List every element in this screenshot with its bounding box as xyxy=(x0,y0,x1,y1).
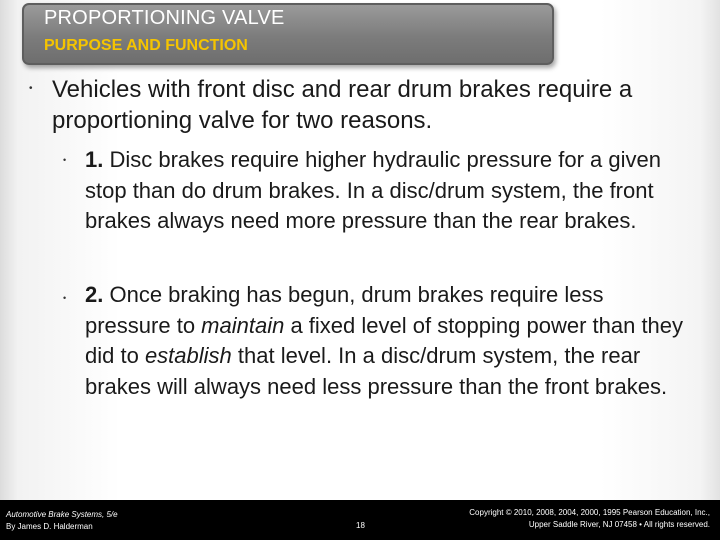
reason-1 xyxy=(85,145,695,237)
reason-2-emphasis-maintain: maintain xyxy=(201,312,285,338)
copyright-line: Copyright © 2010, 2008, 2004, 2000, 1995 Pearson Education, Inc., xyxy=(469,508,710,517)
footer-author: By James D. Halderman xyxy=(6,522,93,531)
slide-subtitle: PURPOSE AND FUNCTION xyxy=(44,37,248,54)
reason-2-text-c: that level. In a disc/drum system, the rear brakes will always need less pressure than the front brakes. xyxy=(85,343,668,399)
publisher-address: Upper Saddle River, NJ 07458 • All rights reserved. xyxy=(528,520,710,529)
reason-1-text: Disc brakes require higher hydraulic pressure for a given stop than do drum brakes. In a disc/drum system, the front brakes always need more pressure than the rear brakes. xyxy=(85,147,661,233)
footer-book-info xyxy=(6,509,118,533)
reason-2-number: 2. xyxy=(85,282,104,307)
reason-2-text-b: a fixed level of stopping power than they did to xyxy=(85,312,684,368)
reason-1-number: 1. xyxy=(85,147,104,172)
reason-2 xyxy=(85,280,695,402)
footer-bar xyxy=(0,500,720,540)
reason-2-emphasis-establish: establish xyxy=(144,343,232,368)
page-number: 18 xyxy=(356,521,365,530)
reason-2-text-a: Once braking has begun, drum brakes require less pressure to xyxy=(85,282,604,338)
footer-copyright xyxy=(469,507,710,531)
bullet-icon: • xyxy=(63,293,67,303)
slide-title: PROPORTIONING VALVE xyxy=(44,7,285,29)
footer-book-title: Automotive Brake Systems, 5/e xyxy=(6,510,118,519)
bullet-icon: • xyxy=(29,83,33,94)
main-point: Vehicles with front disc and rear drum brakes require a proportioning valve for two reasons. xyxy=(52,76,633,134)
bullet-icon: • xyxy=(63,155,67,165)
